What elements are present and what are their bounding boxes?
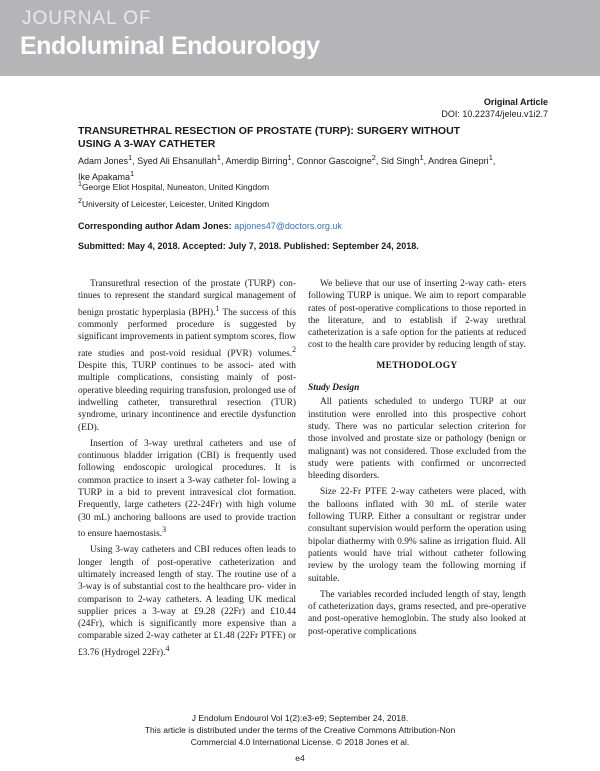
text-line: Using 3-way catheters and CBI reduces often leads xyxy=(90,545,286,556)
affiliation-text: George Eliot Hospital, Nuneaton, United Kingdom xyxy=(81,181,270,192)
author-sup: 1 xyxy=(128,153,133,162)
paragraph xyxy=(78,438,296,541)
text-line: to those reported in the literature, and to establish if xyxy=(308,303,527,326)
text-line: Despite this, TURP continues to be associ- xyxy=(78,361,254,372)
text-line: prolonged use of indwelling catheter, transurethral xyxy=(78,385,297,408)
article-title xyxy=(78,125,518,151)
text-line: eters following TURP is unique. We aim to report xyxy=(308,279,526,302)
affiliation-sup: 1 xyxy=(78,180,82,188)
text-line: than a comparable sized 2-way catheter at £1.48 (22Fr xyxy=(78,619,296,642)
text-line: to longer length of post-operative catheterization and xyxy=(78,545,296,568)
text-line: of post-operative bleeding requiring transfusion, xyxy=(78,373,297,396)
text-line: provide traction to ensure haemostasis. xyxy=(78,512,296,540)
text-column-right xyxy=(308,278,526,642)
text-line: the study were patients with confirmed or uncorrected xyxy=(308,446,526,469)
text-line: continuous bladder irrigation (CBI) is frequently xyxy=(78,451,274,462)
affiliation-text: University of Leicester, Leicester, United Kingdom xyxy=(81,198,270,209)
paragraph xyxy=(308,486,526,584)
text-line: vider in comparison to 2-way catheters. A leading UK xyxy=(78,582,297,605)
journal-banner xyxy=(0,0,600,76)
text-line: formation. Frequently, large catheters (22-24Fr) with xyxy=(78,488,297,511)
text-line: £10.44 (24Fr), which is significantly more expensive xyxy=(78,606,297,630)
text-line: patients at reduced cost to the health care provider by xyxy=(308,328,527,351)
text-line: with the balloons inflated with 30 mL of sterile water xyxy=(308,487,526,510)
publication-dates: Submitted: May 4, 2018. Accepted: July 7, 2018. Published: September 24, 2018. xyxy=(78,241,419,251)
author-sup: 1 xyxy=(216,153,221,162)
article-type: Original Article xyxy=(483,97,548,107)
author-sup: 1 xyxy=(419,153,424,162)
title-line: USING A 3-WAY CATHETER xyxy=(78,138,216,150)
author-name: Sid Singh xyxy=(380,156,420,166)
text-line: 2-way urethral catheterization is a safe option for the xyxy=(308,315,526,339)
affiliation xyxy=(78,197,269,209)
text-line: pre-operative and post-operative hemoglobin. The xyxy=(308,602,526,625)
author-sup: 1 xyxy=(488,153,493,162)
paragraph xyxy=(308,589,526,638)
text-line: PTFE) or £3.76 (Hydrogel 22Fr). xyxy=(78,631,297,658)
footer-license-line: This article is distributed under the terms of the Creative Commons Attribution-Non xyxy=(144,725,456,735)
text-line: ultimately increased length of stay. The routine use of xyxy=(78,569,289,580)
doi[interactable]: DOI: 10.22374/jeleu.v1i2.7 xyxy=(441,109,548,119)
citation-sup: 2 xyxy=(292,344,296,354)
text-line: tinues to represent the standard surgical management xyxy=(78,291,285,302)
text-line: study. There was no particular selection criterion for xyxy=(308,421,526,432)
citation-sup: 4 xyxy=(165,643,170,653)
text-line: Transurethral resection of the prostate (TURP) con- xyxy=(90,279,296,289)
corresponding-author xyxy=(78,221,342,231)
text-line: lowing a TURP in a bid to prevent intravesical clot xyxy=(78,475,296,498)
section-heading: METHODOLOGY xyxy=(376,360,458,371)
text-line: using bipolar diathermy with 0.9% saline as irrigation xyxy=(308,524,527,547)
author-name: Amerdip Birring xyxy=(225,156,288,166)
title-line: TRANSURETHRAL RESECTION OF PROSTATE (TURP): SURGERY WITHOUT xyxy=(78,125,461,137)
author-name: Connor Gascoigne xyxy=(296,156,372,166)
journal-name-line2: Endoluminal Endourology xyxy=(20,32,320,60)
text-line: morning if suitable. xyxy=(308,561,526,584)
text-line: of benign prostatic hyperplasia (BPH). xyxy=(78,291,296,318)
text-line: length of catheterization days, grams resected, and xyxy=(308,589,526,613)
text-line: study also looked at post-operative complications xyxy=(308,614,527,637)
text-line: high volume (30 mL) anchoring balloons are used to xyxy=(78,500,296,523)
text-line: comparable rates of post-operative complications xyxy=(308,291,527,314)
text-line: It is common practice to insert a 3-way catheter fol- xyxy=(78,463,297,486)
affiliation-sup: 2 xyxy=(78,197,82,205)
paragraph xyxy=(78,544,296,659)
text-line: resection (TUR) syndrome, urinary incontinence and xyxy=(78,397,296,421)
author-sup: 2 xyxy=(371,153,376,162)
page-number: e4 xyxy=(295,753,305,763)
paragraph xyxy=(308,278,526,352)
text-line: volumes. xyxy=(257,348,293,359)
text-line: ated with multiple complications, consisting mainly xyxy=(78,361,296,384)
text-line: of this commonly performed procedure is suggested xyxy=(78,307,296,331)
text-line: Size 22-Fr PTFE 2-way catheters were placed, xyxy=(320,487,506,498)
text-line: by significant improvements in patient symptom xyxy=(78,320,296,343)
author-sup: 1 xyxy=(130,168,135,178)
text-line: used following endoscopic urological procedures. xyxy=(78,451,297,474)
text-line: scores, flow rate studies and post-void residual (PVR) xyxy=(78,332,296,359)
paragraph xyxy=(78,278,296,434)
text-line: or malignant) was not considered. Those excluded from xyxy=(308,434,527,457)
citation-sup: 1 xyxy=(215,303,220,313)
text-column-left xyxy=(78,278,296,663)
text-line: All patients scheduled to undergo TURP at our xyxy=(320,397,526,408)
text-line: erectile dysfunction (ED). xyxy=(78,410,296,433)
text-line: following TURP. Either a consultant or registrar under xyxy=(308,512,526,523)
text-line: The success xyxy=(219,307,269,318)
text-line: Insertion of 3-way urethral catheters and use of xyxy=(90,438,296,449)
author-name: Adam Jones xyxy=(78,156,129,166)
footer-citation: J Endolum Endourol Vol 1(2):e3-e9; September 24, 2018. xyxy=(191,713,409,723)
author-name: Syed Ali Ehsanullah xyxy=(137,156,217,166)
affiliation xyxy=(78,180,269,192)
journal-name-line1: JOURNAL OF xyxy=(22,8,152,29)
author-sup: 1 xyxy=(287,153,292,162)
author-name: Andrea Ginepri xyxy=(428,156,489,166)
footer-license-line: Commercial 4.0 International License. © 2018 Jones et al. xyxy=(190,737,410,747)
paragraph xyxy=(308,396,526,482)
citation-sup: 3 xyxy=(162,524,167,534)
text-line: The variables recorded included length of stay, xyxy=(320,589,500,600)
text-line: medical supplier prices a 3-way at £9.28 (22Fr) and xyxy=(78,594,297,617)
text-line: institution were enrolled into this prospective cohort xyxy=(308,409,526,420)
subsection-heading: Study Design xyxy=(308,383,360,394)
text-line: consultant supervision would perform the operation xyxy=(308,524,504,535)
corresponding-email-link[interactable]: apjones47@doctors.org.uk xyxy=(234,221,342,231)
text-line: following review by the urology team the following xyxy=(308,548,527,572)
corresponding-label: Corresponding author Adam Jones: xyxy=(78,221,232,231)
text-line: those involved and prostate size or pathology (benign xyxy=(308,434,515,445)
author-name: Ike Apakama xyxy=(78,171,131,182)
text-line: We believe that our use of inserting 2-way cath- xyxy=(320,279,506,289)
text-line: fluid. All patients would have trial without catheter xyxy=(308,536,527,559)
text-line: a 3-way is of substantial cost to the healthcare pro- xyxy=(78,569,296,593)
text-line: bleeding disorders. xyxy=(308,471,380,482)
text-line: reducing length of stay. xyxy=(437,340,526,351)
author-list: Adam Jones$^1$, Syed Ali Ehsanullah$^1$, Amerdip Birring$^1$, Connor Gascoigne$^2$, Sid Singh$^1$, Andrea Ginepri$^1$, Ike Apakama$^1$ xyxy=(78,153,496,182)
